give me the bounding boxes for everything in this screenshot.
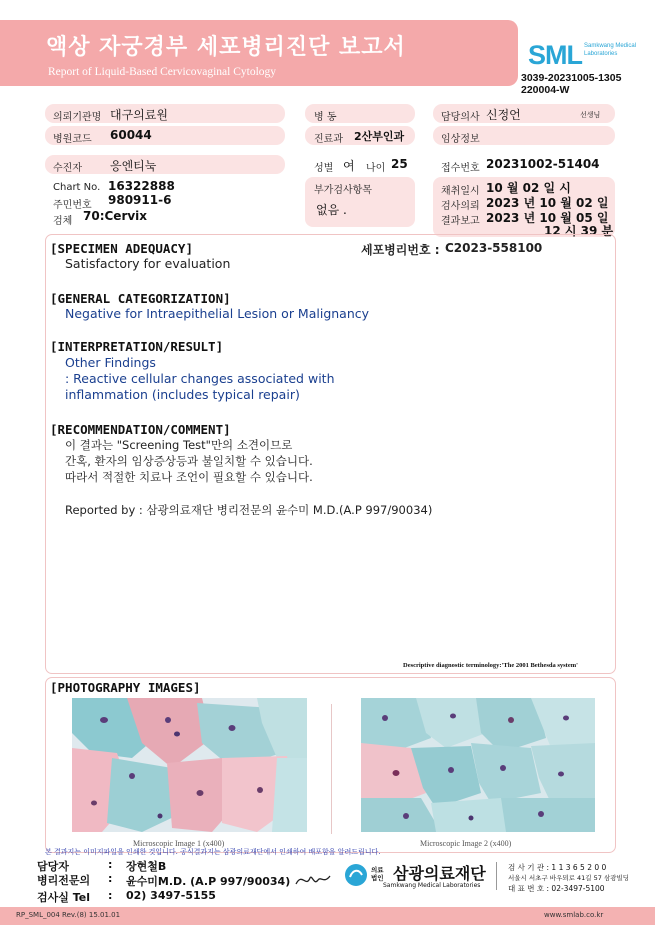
foundation-name-en: Samkwang Medical Laboratories xyxy=(383,882,481,889)
report-subtitle: Report of Liquid-Based Cervicovaginal Cytology xyxy=(48,66,277,78)
rrn-value: 980911-6 xyxy=(108,193,172,207)
recipient-label: 수진자 xyxy=(53,163,82,174)
report-number-line-2: 220004-W xyxy=(521,84,570,96)
recommendation-line-2: 간혹, 환자의 임상증상등과 불일치할 수 있습니다. xyxy=(65,454,313,468)
adequacy-heading: [SPECIMEN ADEQUACY] xyxy=(50,241,193,256)
interpretation-heading: [INTERPRETATION/RESULT] xyxy=(50,339,224,354)
institution-value: 대구의료원 xyxy=(110,108,168,122)
adequacy-text: Satisfactory for evaluation xyxy=(65,256,231,271)
foundation-name: 삼광의료재단 xyxy=(393,864,486,883)
specimen-value: 70:Cervix xyxy=(83,209,148,223)
report-number-line-1: 3039-20231005-1305 xyxy=(521,72,622,84)
microscopic-image-1 xyxy=(72,698,307,832)
result-value: 2023 년 10 월 05 일 xyxy=(486,211,609,225)
footer-divider xyxy=(496,862,497,890)
microscopic-image-2 xyxy=(361,698,595,832)
pathologist-signature xyxy=(294,870,334,890)
hospital-code-value: 60044 xyxy=(110,128,152,142)
ward-label: 병 동 xyxy=(314,112,337,123)
form-code: RP_SML_004 Rev.(8) 15.01.01 xyxy=(16,911,121,919)
recipient-value: 응엔티눅 xyxy=(110,159,157,173)
pathologist-colon: : xyxy=(108,872,113,885)
recommendation-line-3: 따라서 적절한 치료나 조언이 필요할 수 있습니다. xyxy=(65,470,313,484)
dept-label: 진료과 xyxy=(314,134,343,145)
doctor-value: 신정언 xyxy=(486,108,521,122)
request-label: 검사의뢰 xyxy=(441,201,480,212)
receipt-value: 20231002-51404 xyxy=(486,157,600,171)
sml-logo: SML xyxy=(528,40,582,70)
manager-label: 담당자 xyxy=(37,860,69,873)
recommendation-line-1: 이 결과는 "Screening Test"만의 소견이므로 xyxy=(65,438,293,452)
address: 서울시 서초구 바우뫼로 41길 57 삼광빌딩 xyxy=(508,874,630,882)
recommendation-heading: [RECOMMENDATION/COMMENT] xyxy=(50,422,231,437)
sex-label: 성별 xyxy=(314,163,334,174)
tel-label: 검사실 Tel xyxy=(37,891,90,904)
result-time: 12 시 39 분 xyxy=(544,224,614,238)
cyto-number-value: C2023-558100 xyxy=(445,241,543,255)
collect-label: 채취일시 xyxy=(441,186,480,197)
image-1-caption: Microscopic Image 1 (x400) xyxy=(133,839,225,848)
doctor-suffix: 선생님 xyxy=(580,111,601,119)
pathologist-label: 병리전문의 xyxy=(37,874,91,887)
manager-value: 장현철B xyxy=(126,860,167,873)
dept-value: 2산부인과 xyxy=(354,130,405,143)
photography-heading: [PHOTOGRAPHY IMAGES] xyxy=(50,680,201,695)
website: www.smlab.co.kr xyxy=(544,911,604,919)
doctor-label: 담당의사 xyxy=(441,112,480,123)
rep-number: 대 표 번 호 : 02-3497-5100 xyxy=(508,884,605,893)
rrn-label: 주민번호 xyxy=(53,200,92,211)
manager-colon: : xyxy=(108,858,113,871)
result-label: 결과보고 xyxy=(441,216,480,227)
tel-value: 02) 3497-5155 xyxy=(126,889,216,902)
foundation-logo-icon xyxy=(344,863,368,887)
report-number xyxy=(521,72,621,96)
image-2-caption: Microscopic Image 2 (x400) xyxy=(420,839,512,848)
terminology-note: Descriptive diagnostic terminology:'The 2001 Bethesda system' xyxy=(403,662,578,669)
sml-logo-subtitle: Samkwang Medical Laboratories xyxy=(584,43,637,57)
collect-value: 10 월 02 일 시 xyxy=(486,181,571,195)
org-number: 검 사 기 관 : 1 1 3 6 5 2 0 0 xyxy=(508,863,607,872)
interpretation-line-1: Other Findings xyxy=(65,355,156,370)
institution-label: 의뢰기관명 xyxy=(53,112,102,123)
photo-divider xyxy=(331,704,332,834)
foundation-prefix: 의료 법인 xyxy=(371,866,384,882)
chart-value: 16322888 xyxy=(108,179,175,193)
hospital-code-label: 병원코드 xyxy=(53,134,92,145)
extra-tests-value: 없음 . xyxy=(316,203,347,217)
print-notice: 본 결과지는 이미지파일을 인쇄한 것입니다. 공식결과지는 삼광의료재단에서 인쇄하여 배포함을 알려드립니다. xyxy=(45,848,381,856)
reported-by: Reported by : 삼광의료재단 병리전문의 윤수미 M.D.(A.P 997/90034) xyxy=(65,503,433,517)
report-title: 액상 자궁경부 세포병리진단 보고서 xyxy=(46,35,406,60)
receipt-label: 접수번호 xyxy=(441,163,480,174)
cyto-number-label: 세포병리번호 : xyxy=(361,243,440,257)
specimen-label: 검체 xyxy=(53,216,73,227)
extra-tests-label: 부가검사항목 xyxy=(314,185,372,196)
clinical-label: 임상정보 xyxy=(441,134,480,145)
general-heading: [GENERAL CATEGORIZATION] xyxy=(50,291,231,306)
pathologist-value: 윤수미M.D. (A.P 997/90034) xyxy=(126,875,291,888)
age-label: 나이 xyxy=(366,163,386,174)
request-value: 2023 년 10 월 02 일 xyxy=(486,196,609,210)
interpretation-line-2: : Reactive cellular changes associated with xyxy=(65,371,335,386)
chart-label: Chart No. xyxy=(53,182,101,193)
interpretation-line-3: inflammation (includes typical repair) xyxy=(65,387,300,402)
tel-colon: : xyxy=(108,889,113,902)
age-value: 25 xyxy=(391,157,408,171)
sex-value: 여 xyxy=(343,159,355,173)
general-text: Negative for Intraepithelial Lesion or Malignancy xyxy=(65,306,370,321)
